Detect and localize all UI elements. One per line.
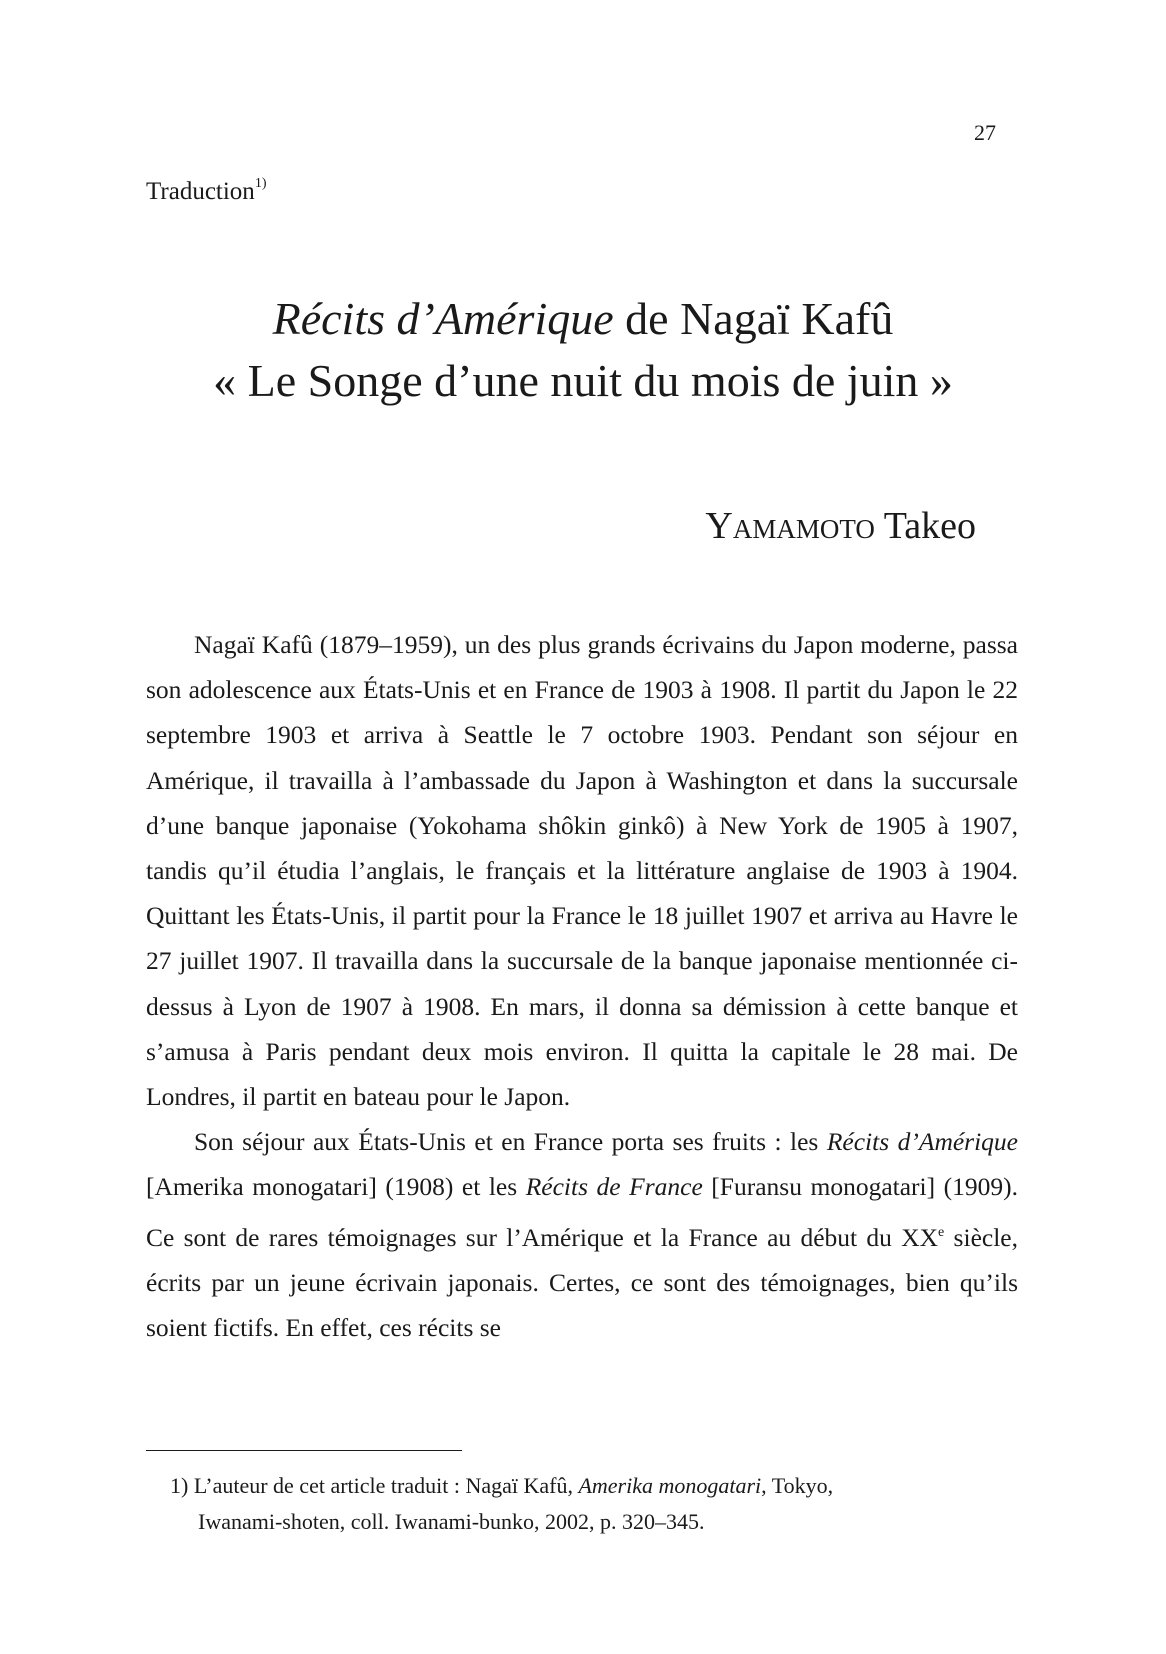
p2-century-superscript: e <box>938 1224 945 1240</box>
paragraph-1: Nagaï Kafû (1879–1959), un des plus grands écrivains du Japon moderne, passa son adolescence aux États-Unis et en France de 1903 à 1908. Il partit du Japon le 22 septembre 1903 et arriva à Seattle le 7 octobre 1903. Pendant son séjour en Amérique, il travailla à l’ambassade du Japon à Washington et dans la succursale d’une banque japonaise (Yokohama shôkin ginkô) à New York de 1905 à 1907, tandis qu’il étudia l’anglais, le français et la littérature anglaise de 1903 à 1904. Quittant les États-Unis, il partit pour la France le 18 juillet 1907 et arriva au Havre le 27 juillet 1907. Il travailla dans la succursale de la banque japonaise mentionnée ci-dessus à Lyon de 1907 à 1908. En mars, il donna sa démission à cette banque et s’amusa à Paris pendant deux mois environ. Il quitta la capitale le 28 mai. De Londres, il partit en bateau pour le Japon. <box>146 630 1018 1112</box>
author-name <box>705 504 976 548</box>
footnote-marker: 1) <box>170 1473 189 1498</box>
p2-segment-a: Son séjour aux États-Unis et en France porta ses fruits : les <box>194 1127 827 1157</box>
title-line-2: « Le Songe d’une nuit du mois de juin » <box>213 355 953 406</box>
footnote <box>170 1468 1018 1540</box>
p2-segment-b: [Amerika monogatari] (1908) et les <box>146 1172 526 1202</box>
page-number: 27 <box>974 120 996 145</box>
section-label <box>146 176 266 206</box>
title-italic-work: Récits d’Amérique <box>272 293 614 344</box>
p2-segment-d: siècle, écrits par un jeune écrivain japonais. Certes, ce sont des témoignages, bien qu’ils soient fictifs. En effet, ces récits se <box>146 1222 1018 1343</box>
footnote-line-1 <box>170 1468 1018 1504</box>
footnote-text-a: L’auteur de cet article traduit : Nagaï Kafû, <box>188 1473 579 1498</box>
paragraph-2 <box>146 1119 1018 1350</box>
footnote-line-2: Iwanami-shoten, coll. Iwanami-bunko, 2002, p. 320–345. <box>198 1509 705 1534</box>
article-body <box>146 622 1018 1350</box>
footnote-reference: 1) <box>254 176 267 191</box>
author-given-name: Takeo <box>883 505 976 547</box>
section-label-text: Traduction <box>146 178 255 205</box>
footnote-text-b: , Tokyo, <box>761 1473 834 1498</box>
author-family-name: Yamamoto <box>705 505 875 547</box>
footnote-divider <box>146 1450 462 1451</box>
p2-italic-recits-france: Récits de France <box>525 1172 703 1202</box>
article-title <box>0 288 1166 412</box>
footnote-italic-title: Amerika monogatari <box>578 1473 762 1498</box>
title-line-1 <box>0 288 1166 350</box>
title-author-part: de Nagaï Kafû <box>613 293 894 344</box>
p2-segment-c: [Furansu monogatari] (1909). Ce sont de rares témoignages sur l’Amérique et la France au début du XX <box>146 1172 1019 1252</box>
p2-italic-recits-amerique: Récits d’Amérique <box>826 1127 1019 1157</box>
